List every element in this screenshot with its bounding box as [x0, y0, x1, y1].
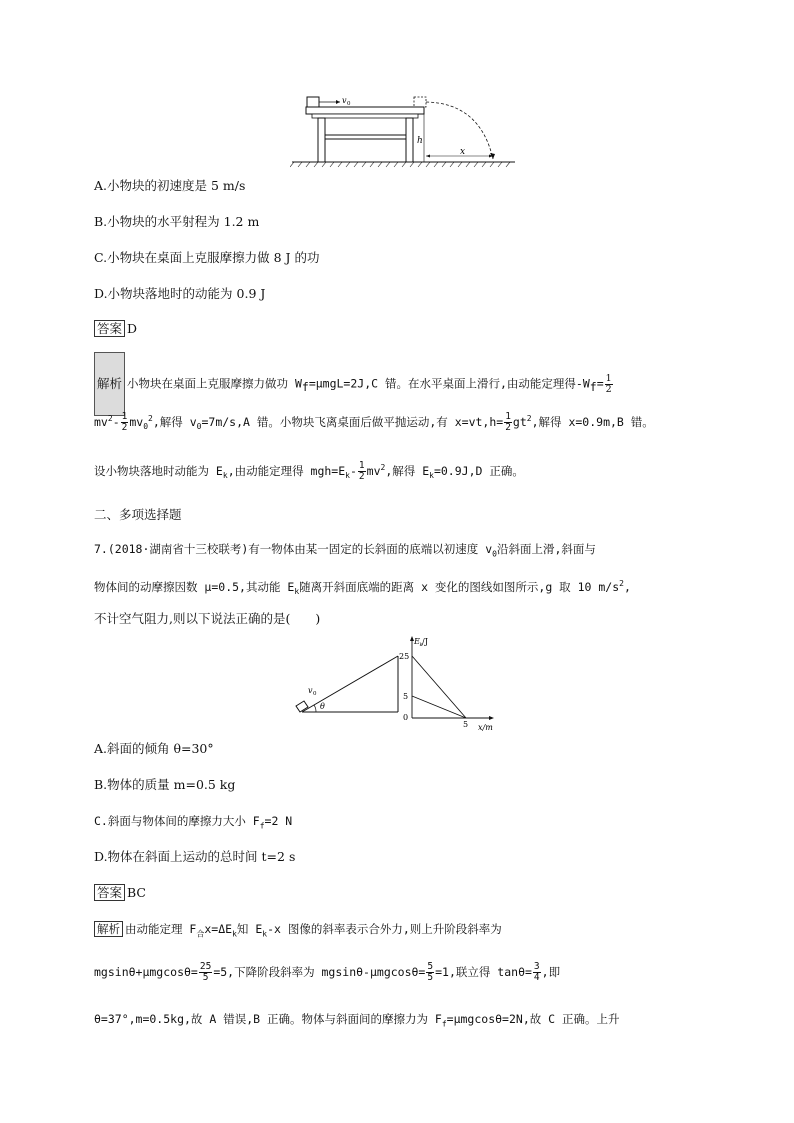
ek-falling-segment	[412, 696, 466, 718]
v0-label-2: v	[308, 686, 313, 695]
table-figure	[290, 93, 520, 168]
q6-analysis-line1: 解析 小物块在桌面上克服摩擦力做功 $W_f=\mu mgL=2J,C$ 错。在水平桌面上滑行,由动能定理得$-W_f=$ $\frac{1}{2}$	[94, 352, 614, 416]
analysis-label: 解析	[94, 352, 125, 416]
q7-analysis-line3: θ=37°,m=0.5kg,故 A 错误,B 正确。物体与斜面间的摩擦力为 $F_f=\mu mgcos\theta=2N$,故 C 正确。上升	[94, 1012, 620, 1029]
incline-ek-figure	[290, 634, 510, 734]
q6-option-d: D.小物块落地时的动能为 0.9 J	[94, 286, 266, 301]
tick-25: 25	[399, 652, 410, 661]
tick-0: 0	[403, 713, 409, 722]
v0-label: v	[342, 96, 347, 105]
x-label: x	[460, 147, 466, 157]
q7-option-a: A.斜面的倾角 θ=30°	[94, 741, 214, 756]
y-axis-unit: /J	[422, 637, 428, 646]
q6-analysis-line3: 设小物块落地时动能为 $E_k$,由动能定理得 $mgh=E_k-$ $\frac{1}{2}$ $mv^2$,解得 $E_k=0.9J,D$ 正确。	[94, 459, 524, 482]
q7-option-c: C.斜面与物体间的摩擦力大小 $F_f=2$ N	[94, 814, 293, 831]
theta-label: θ	[320, 702, 325, 711]
q6-option-c: C.小物块在桌面上克服摩擦力做 8 J 的功	[94, 250, 320, 265]
q7-answer	[94, 884, 146, 902]
h-label: h	[417, 136, 423, 146]
q7-option-b: B.物体的质量 m=0.5 kg	[94, 777, 236, 792]
q7-analysis-line1: 解析 由动能定理 $F_合x=\Delta E_k$知 $E_k-x$ 图像的斜率表示合外力,则上升阶段斜率为	[94, 920, 502, 943]
q7-stem-line3: 不计空气阻力,则以下说法正确的是( )	[94, 611, 321, 626]
answer-value: BC	[127, 885, 146, 900]
answer-value: D	[127, 321, 138, 336]
q7-stem-line1: 7.(2018·湖南省十三校联考)有一物体由某一固定的长斜面的底端以初速度 $v_0$沿斜面上滑,斜面与	[94, 542, 596, 559]
x-axis-label: x/m	[478, 723, 493, 732]
ek-rising-segment	[412, 656, 466, 718]
q6-answer	[94, 320, 137, 338]
q6-analysis-line2: $mv^2-$ $\frac{1}{2}$ $mv_0^2$,解得 $v_0=7m/s,A$ 错。小物块飞离桌面后做平抛运动,有 x=vt,h= $\frac{1}{2}$ $gt^2$,解得 x=0.9m,B 错。	[94, 410, 654, 433]
section-title: 二、多项选择题	[94, 507, 182, 522]
q6-option-b: B.小物块的水平射程为 1.2 m	[94, 214, 260, 229]
q6-option-a: A.小物块的初速度是 5 m/s	[94, 178, 246, 193]
q7-stem-line2: 物体间的动摩擦因数 μ=0.5,其动能 $E_k$随离开斜面底端的距离 x 变化的图线如图所示,g 取 10 $m/s^2$,	[94, 579, 631, 597]
q7-option-d: D.物体在斜面上运动的总时间 t=2 s	[94, 849, 296, 864]
v0-sub-2: 0	[313, 691, 317, 697]
y-axis-label: E	[414, 637, 420, 646]
v0-sub: 0	[347, 101, 351, 107]
y-axis-sub: k	[419, 642, 423, 648]
answer-label: 答案	[94, 320, 125, 337]
tick-x5: 5	[463, 720, 469, 729]
analysis-label: 解析	[94, 921, 123, 937]
answer-label: 答案	[94, 884, 125, 901]
q7-analysis-line2: mgsinθ+μmgcosθ= $\frac{25}{5}$ =5,下降阶段斜率为 mgsinθ-μmgcosθ= $\frac{5}{5}$ =1,联立得 tanθ= $\frac{3}{4}$ ,即	[94, 961, 561, 983]
tick-5: 5	[403, 692, 409, 701]
